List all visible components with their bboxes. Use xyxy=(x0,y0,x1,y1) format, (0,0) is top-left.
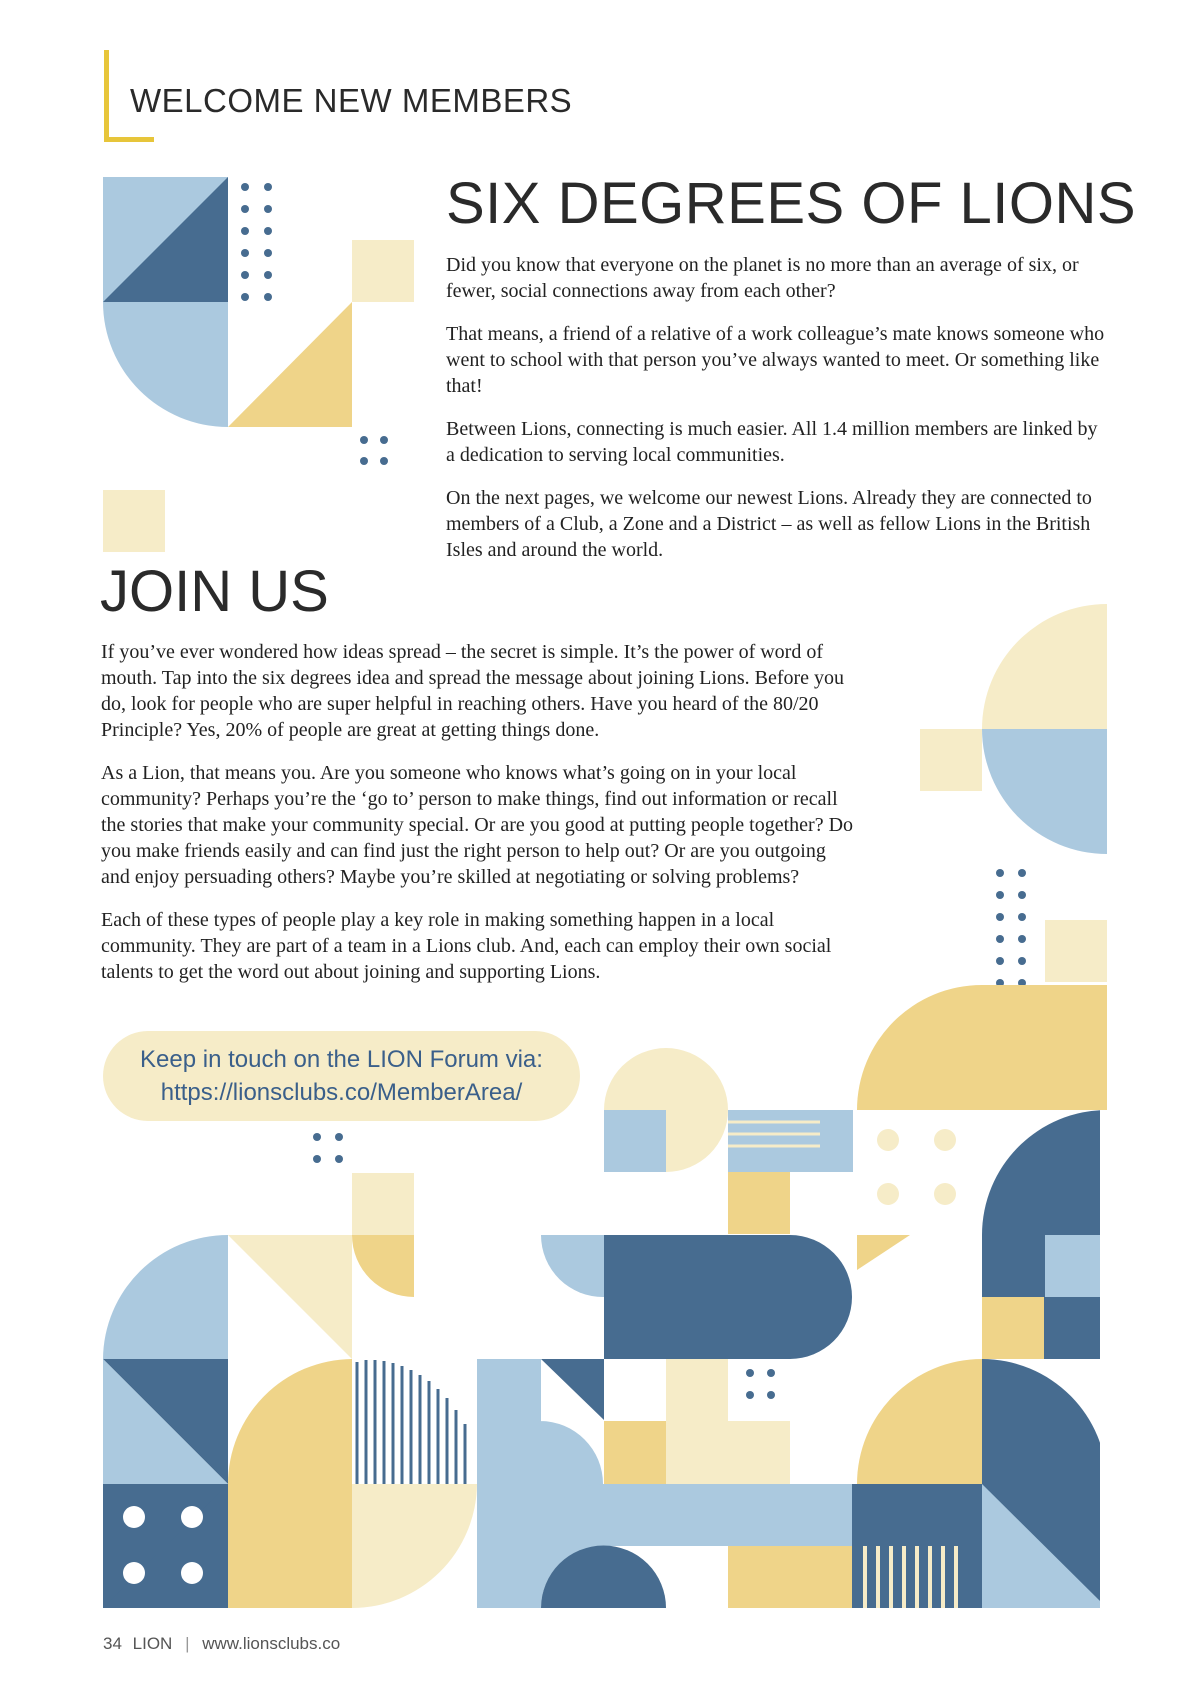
join-heading: JOIN US xyxy=(100,559,329,624)
forum-callout xyxy=(103,1031,580,1121)
intro-paragraph: Did you know that everyone on the planet is no more than an average of six, or fewer, social connections away from each other? xyxy=(446,254,1079,302)
bottom-shapes xyxy=(103,1048,1107,1608)
intro-paragraph: That means, a friend of a relative of a work colleague’s mate knows someone who went to school with that person you’ve always wanted to meet. Or something like that! xyxy=(446,323,1105,397)
page-footer xyxy=(103,1634,340,1654)
section-title: WELCOME NEW MEMBERS xyxy=(130,82,573,119)
intro-text xyxy=(446,252,1106,580)
forum-link[interactable]: https://lionsclubs.co/MemberArea/ xyxy=(160,1079,523,1106)
join-paragraph: As a Lion, that means you. Are you someone who knows what’s going on in your local community? Perhaps you’re the ‘go to’ person to make things, find out information or recall the stories that make your community special. Or are you good at putting people together? Do you make friends easily and can find just the right person to help out? Or are you outgoing and enjoy persuading others? Maybe you’re skilled at negotiating or solving problems? xyxy=(101,762,854,888)
page-number: 34 xyxy=(103,1634,122,1653)
top-left-shapes xyxy=(103,177,414,552)
main-heading: SIX DEGREES OF LIONS xyxy=(446,171,1137,236)
right-middle-shapes xyxy=(857,604,1107,1110)
magazine-name: LION xyxy=(132,1634,173,1653)
footer-separator: | xyxy=(185,1634,190,1653)
join-paragraph: If you’ve ever wondered how ideas spread – the secret is simple. It’s the power of word of mouth. Tap into the six degrees idea and spread the message about joining Lions. Before you do, look for people who are super helpful in reaching others. Have you heard of the 80/20 Principle? Yes, 20% of people are great at getting things done. xyxy=(101,641,845,741)
join-text xyxy=(101,639,856,1002)
website-link[interactable]: www.lionsclubs.co xyxy=(202,1634,341,1653)
intro-paragraph: On the next pages, we welcome our newest Lions. Already they are connected to members of a Club, a Zone and a District – as well as fellow Lions in the British Isles and around the world. xyxy=(446,487,1092,561)
intro-paragraph: Between Lions, connecting is much easier. All 1.4 million members are linked by a dedication to serving local communities. xyxy=(446,418,1098,466)
forum-label: Keep in touch on the LION Forum via: xyxy=(140,1046,543,1073)
join-paragraph: Each of these types of people play a key role in making something happen in a local community. They are part of a team in a Lions club. And, each can employ their own social talents to get the word out about joining and supporting Lions. xyxy=(101,909,832,983)
